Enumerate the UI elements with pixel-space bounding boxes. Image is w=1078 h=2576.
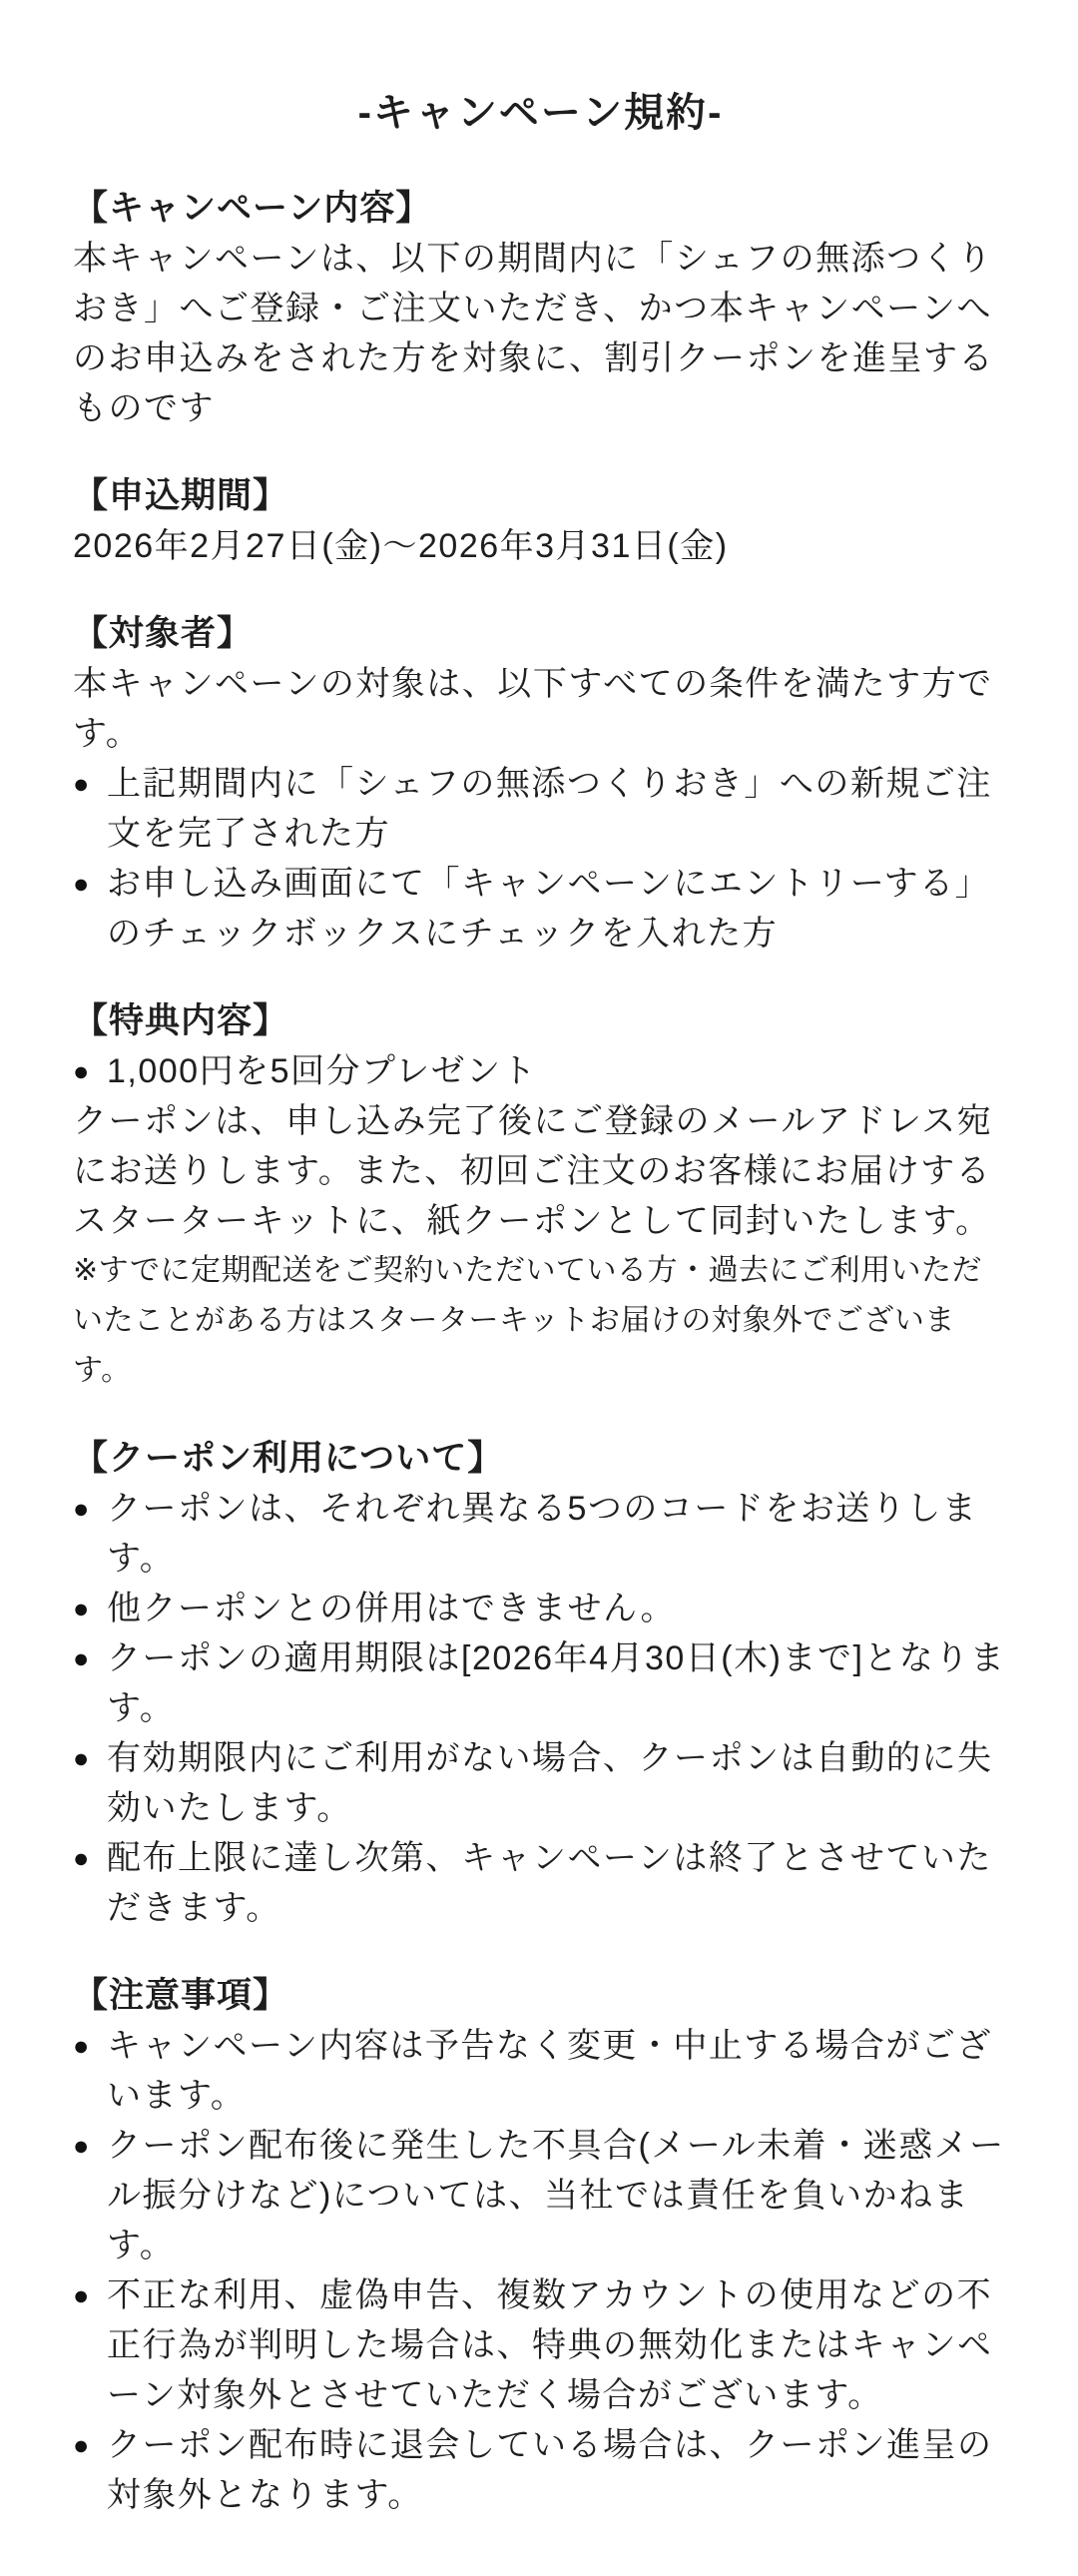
section-heading: 【特典内容】 bbox=[73, 1001, 289, 1040]
bullet-icon: ● bbox=[73, 2131, 91, 2161]
note-text: ※すでに定期配送をご契約いただいている方・過去にご利用いただいたことがある方はスターターキットお届けの対象外でございます。 bbox=[73, 1254, 983, 1387]
document-title: -キャンペーン規約- bbox=[357, 91, 724, 135]
bullet-icon: ● bbox=[73, 2031, 91, 2061]
bullet-icon: ● bbox=[73, 1743, 91, 1773]
bullet-text: クーポン配布時に退会している場合は、クーポン進呈の対象外となります。 bbox=[107, 2426, 993, 2514]
list-item bbox=[73, 1633, 1008, 1733]
list-item bbox=[73, 1046, 1008, 1096]
list-item bbox=[73, 1484, 1008, 1584]
bullet-icon: ● bbox=[73, 769, 91, 799]
list-item bbox=[73, 2121, 1008, 2270]
bullet-text: 有効期限内にご利用がない場合、クーポンは自動的に失効いたします。 bbox=[107, 1739, 993, 1827]
list-item bbox=[73, 859, 1008, 959]
bullet-text: お申し込み画面にて「キャンペーンにエントリーする」のチェックボックスにチェックを入れた方 bbox=[107, 865, 991, 953]
section-heading: 【対象者】 bbox=[73, 614, 254, 653]
bullet-text: 配布上限に達し次第、キャンペーンは終了とさせていただきます。 bbox=[107, 1839, 992, 1927]
list-item bbox=[73, 2420, 1008, 2520]
bullet-text: クーポンは、それぞれ異なる5つのコードをお送りします。 bbox=[107, 1490, 978, 1578]
bullet-icon: ● bbox=[73, 1494, 91, 1524]
section-benefit-details bbox=[73, 996, 1008, 1396]
bullet-text: クーポンの適用期限は[2026年4月30日(木)まで]となります。 bbox=[107, 1639, 1006, 1727]
bullet-icon: ● bbox=[73, 2430, 91, 2460]
section-coupon-usage bbox=[73, 1434, 1008, 1933]
list-item bbox=[73, 1733, 1008, 1833]
paragraph: 本キャンペーンの対象は、以下すべての条件を満たす方です。 bbox=[73, 665, 993, 753]
section-heading: 【クーポン利用について】 bbox=[73, 1439, 504, 1478]
section-cautions bbox=[73, 1971, 1008, 2520]
bullet-icon: ● bbox=[73, 1594, 91, 1623]
section-application-period bbox=[73, 471, 1008, 571]
bullet-icon: ● bbox=[73, 1056, 91, 1086]
section-campaign-description bbox=[73, 184, 1008, 433]
bullet-text: 1,000円を5回分プレゼント bbox=[107, 1052, 538, 1090]
bullet-icon: ● bbox=[73, 1843, 91, 1873]
paragraph: 2026年2月27日(金)～2026年3月31日(金) bbox=[73, 527, 729, 565]
list-item bbox=[73, 2021, 1008, 2121]
bullet-text: 他クーポンとの併用はできません。 bbox=[107, 1590, 677, 1627]
bullet-icon: ● bbox=[73, 1643, 91, 1673]
list-item bbox=[73, 1833, 1008, 1933]
list-item bbox=[73, 759, 1008, 859]
bullet-icon: ● bbox=[73, 2280, 91, 2310]
bullet-icon: ● bbox=[73, 869, 91, 899]
bullet-text: 上記期間内に「シェフの無添つくりおき」への新規ご注文を完了された方 bbox=[107, 765, 992, 853]
paragraph: 本キャンペーンは、以下の期間内に「シェフの無添つくりおき」へご登録・ご注文いただき、かつ本キャンペーンへのお申込みをされた方を対象に、割引クーポンを進呈するものです bbox=[73, 240, 994, 427]
bullet-text: キャンペーン内容は予告なく変更・中止する場合がございます。 bbox=[107, 2027, 992, 2115]
section-heading: 【申込期間】 bbox=[73, 476, 289, 515]
bullet-text: 不正な利用、虚偽申告、複数アカウントの使用などの不正行為が判明した場合は、特典の無効化またはキャンペーン対象外とさせていただく場合がございます。 bbox=[107, 2276, 993, 2414]
list-item bbox=[73, 1584, 1008, 1633]
bullet-text: クーポン配布後に発生した不具合(メール未着・迷惑メール振分けなど)については、当社では責任を負いかねます。 bbox=[107, 2127, 1005, 2264]
section-heading: 【キャンペーン内容】 bbox=[73, 189, 432, 228]
section-heading: 【注意事項】 bbox=[73, 1976, 289, 2015]
list-item bbox=[73, 2270, 1008, 2420]
paragraph: クーポンは、申し込み完了後にご登録のメールアドレス宛にお送りします。また、初回ご注文のお客様にお届けするスターターキットに、紙クーポンとして同封いたします。 bbox=[73, 1102, 993, 1240]
section-eligibility bbox=[73, 609, 1008, 959]
